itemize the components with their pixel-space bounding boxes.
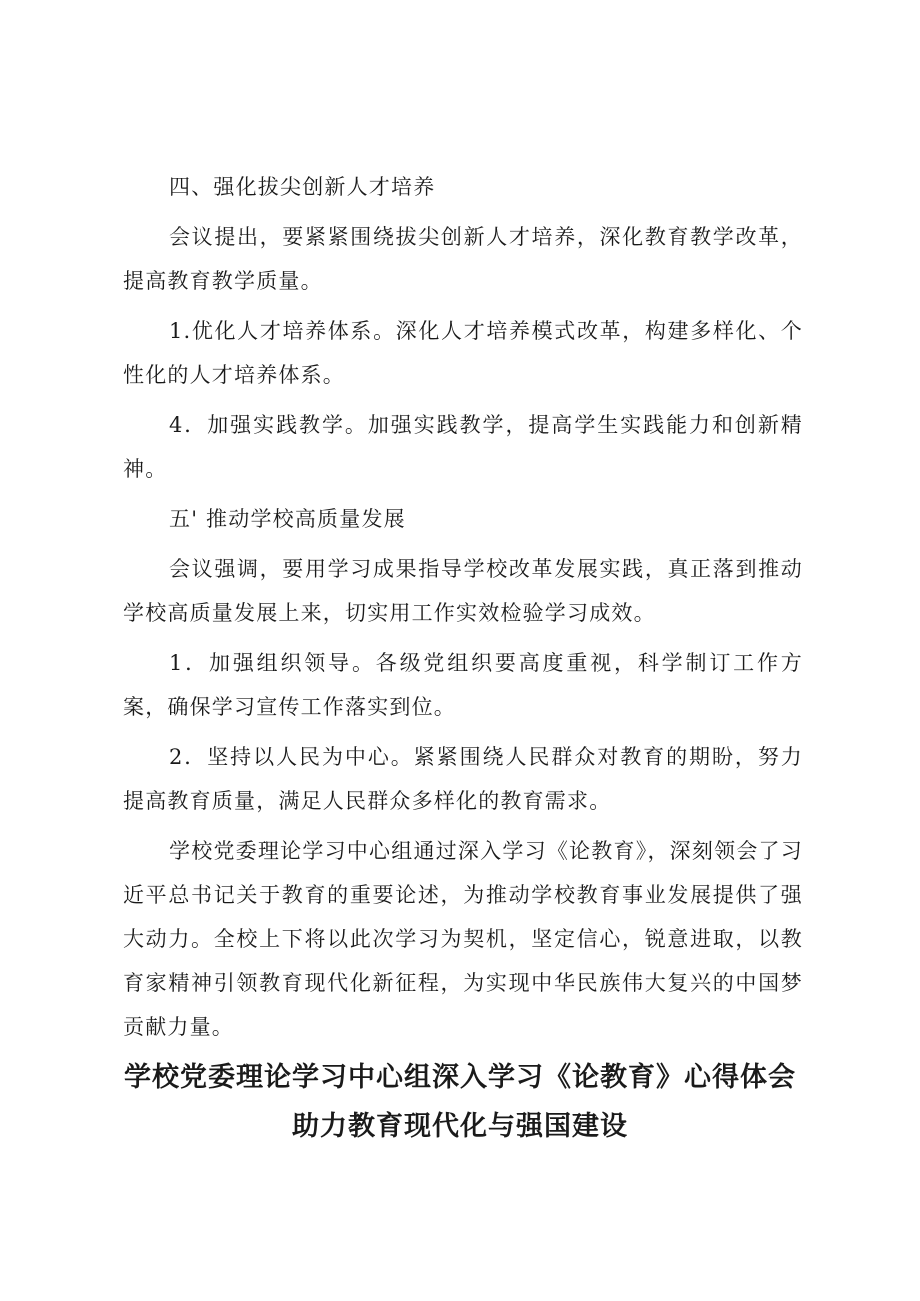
section-5-item-1: 1．加强组织领导。各级党组织要高度重视，科学制订工作方案，确保学习宣传工作落实到位。 [123,651,803,719]
next-article-title: 学校党委理论学习中心组深入学习《论教育》心得体会 [124,1062,796,1093]
section-4-item-1: 1.优化人才培养体系。深化人才培养模式改革，构建多样化、个性化的人才培养体系。 [123,319,803,387]
conclusion-paragraph: 学校党委理论学习中心组通过深入学习《论教育》，深刻领会了习近平总书记关于教育的重要论述，为推动学校教育事业发展提供了强大动力。全校上下将以此次学习为契机，坚定信心，锐意进取，以教育家精神引领教育现代化新征程，为实现中华民族伟大复兴的中国梦贡献力量。 [123,839,803,1039]
section-5-heading: 五' 推动学校高质量发展 [169,507,406,531]
section-5-item-2: 2．坚持以人民为中心。紧紧围绕人民群众对教育的期盼，努力提高教育质量，满足人民群众多样化的教育需求。 [123,745,803,813]
next-article-subtitle: 助力教育现代化与强国建设 [292,1111,628,1142]
section-4-heading: 四、强化拔尖创新人才培养 [169,175,436,199]
section-4-item-4: 4．加强实践教学。加强实践教学，提高学生实践能力和创新精神。 [123,413,803,481]
section-5-intro: 会议强调，要用学习成果指导学校改革发展实践，真正落到推动学校高质量发展上来，切实用工作实效检验学习成效。 [123,557,803,625]
article-body [123,165,803,1049]
section-4-intro: 会议提出，要紧紧围绕拔尖创新人才培养，深化教育教学改革，提高教育教学质量。 [123,225,803,293]
